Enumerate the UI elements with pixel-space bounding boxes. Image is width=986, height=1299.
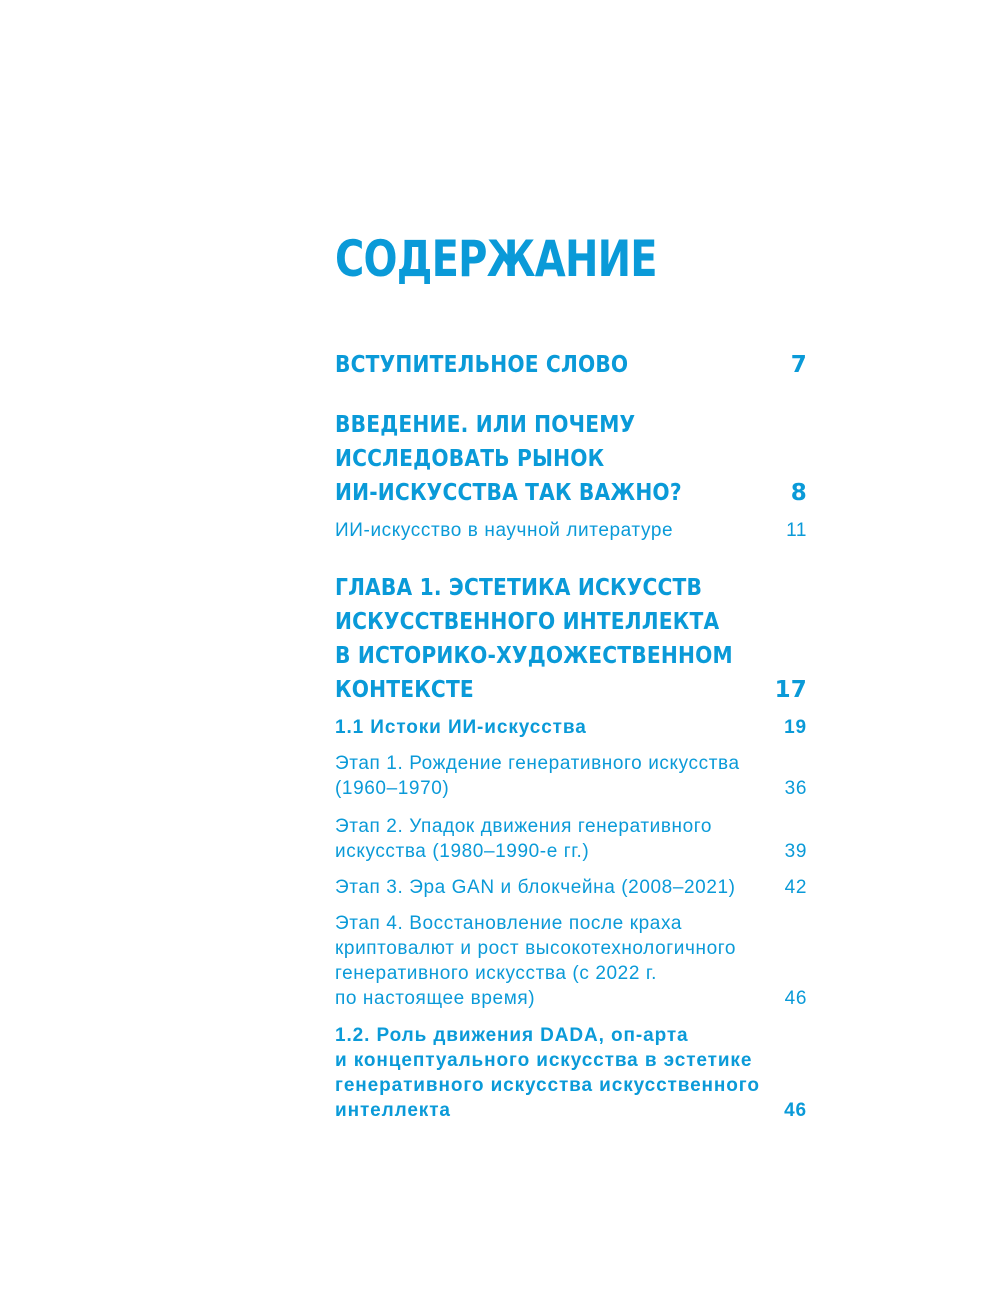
toc-entry-text: ВСТУПИТЕЛЬНОЕ СЛОВО xyxy=(335,352,629,378)
toc-entry-page: 17 xyxy=(774,677,807,703)
toc-entry-foreword[interactable] xyxy=(335,348,807,382)
toc-entry-stage-2[interactable] xyxy=(335,814,807,864)
toc-entry-page: 8 xyxy=(790,480,807,506)
toc-entry-section-1-2[interactable] xyxy=(335,1023,807,1123)
toc-entry-text: Этап 4. Восстановление после краха криптовалют и рост высокотехнологичного генеративного искусства (с 2022 г. по настоящее время) xyxy=(335,913,737,1009)
toc-entry-page: 7 xyxy=(790,352,807,378)
toc-entry-text: Этап 1. Рождение генеративного искусства (1960–1970) xyxy=(335,753,740,799)
toc-entry-stage-3[interactable] xyxy=(335,875,807,900)
toc-entry-text: Этап 3. Эра GAN и блокчейна (2008–2021) xyxy=(335,877,736,898)
toc-entry-text: ВВЕДЕНИЕ. ИЛИ ПОЧЕМУ ИССЛЕДОВАТЬ РЫНОК ИИ-ИСКУССТВА ТАК ВАЖНО? xyxy=(335,412,682,506)
toc-entry-page: 46 xyxy=(784,1100,807,1121)
toc-entry-stage-4[interactable] xyxy=(335,911,807,1011)
toc-entry-introduction[interactable] xyxy=(335,408,807,510)
toc-entry-page: 42 xyxy=(784,877,807,898)
table-of-contents xyxy=(335,344,807,1123)
toc-entry-text: 1.2. Роль движения DADA, оп-арта и концептуального искусства в эстетике генеративного искусства искусственного интеллекта xyxy=(335,1025,760,1121)
toc-entry-text: Этап 2. Упадок движения генеративного искусства (1980–1990-е гг.) xyxy=(335,816,713,862)
toc-entry-page: 11 xyxy=(786,520,807,541)
toc-entry-page: 36 xyxy=(784,778,807,799)
toc-entry-stage-1[interactable] xyxy=(335,751,807,801)
toc-entry-section-1-1[interactable] xyxy=(335,715,807,740)
toc-entry-text: 1.1 Истоки ИИ-искусства xyxy=(335,717,587,738)
toc-entry-chapter-1[interactable] xyxy=(335,571,807,707)
toc-entry-page: 39 xyxy=(784,841,807,862)
toc-entry-page: 46 xyxy=(784,988,807,1009)
toc-entry-page: 19 xyxy=(784,717,807,738)
page-title: СОДЕРЖАНИЕ xyxy=(335,230,657,288)
toc-entry-ai-art-literature[interactable] xyxy=(335,518,807,543)
toc-entry-text: ИИ-искусство в научной литературе xyxy=(335,520,674,541)
toc-entry-text: ГЛАВА 1. ЭСТЕТИКА ИСКУССТВ ИСКУССТВЕННОГО ИНТЕЛЛЕКТА В ИСТОРИКО-ХУДОЖЕСТВЕННОМ КОНТЕКСТЕ xyxy=(335,575,733,703)
